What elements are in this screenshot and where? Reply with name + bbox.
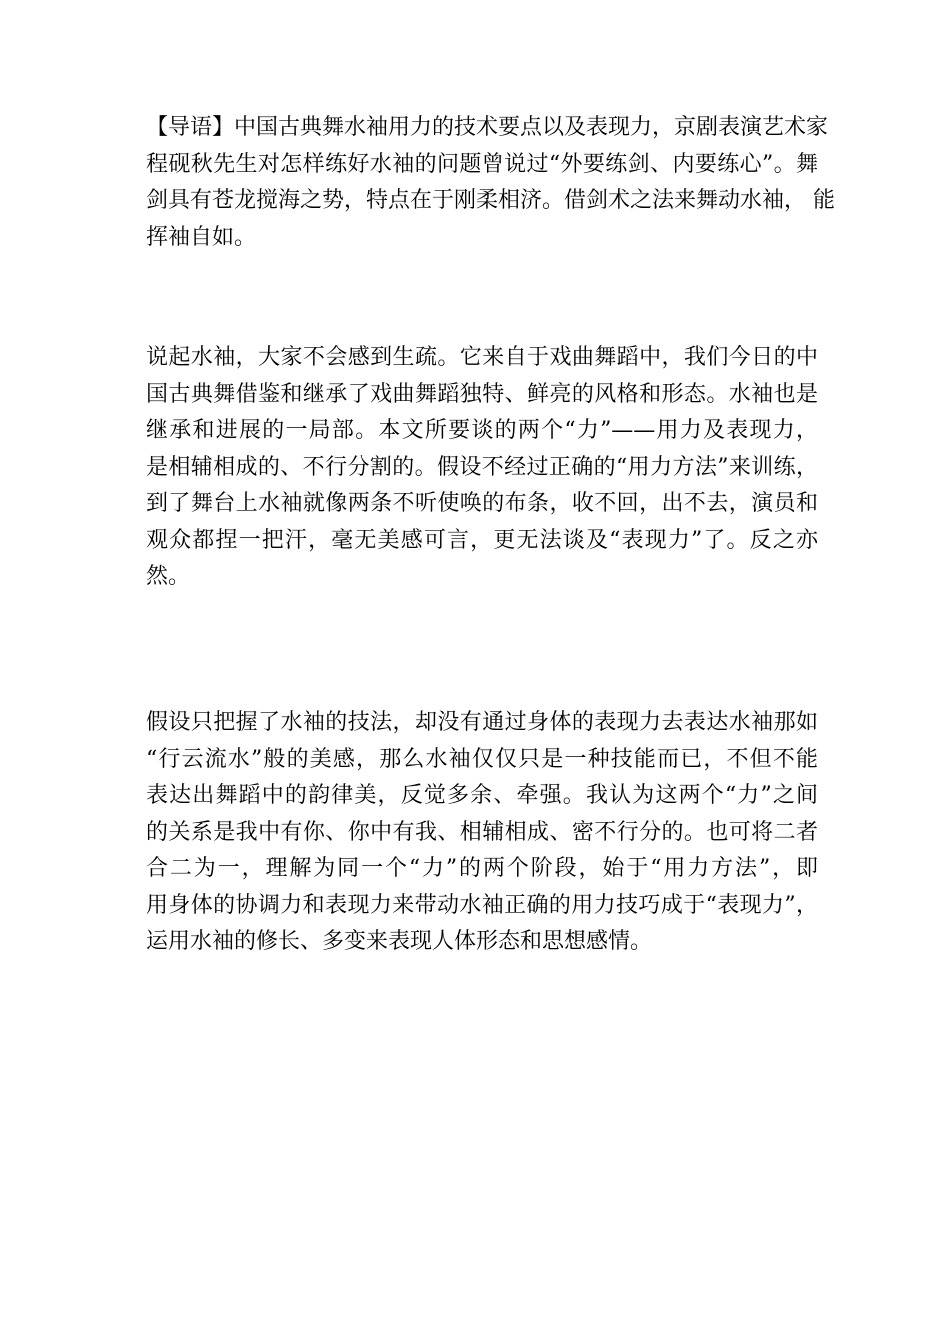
- paragraph-water-sleeve: [146, 340, 818, 596]
- text-line: 程砚秋先生对怎样练好水袖的问题曾说过“外要练剑、内要练心”。舞: [146, 151, 818, 177]
- text-line: 挥袖自如。: [146, 224, 257, 250]
- text-line: 假设只把握了水袖的技法，却没有通过身体的表现力去表达水袖那如: [146, 710, 818, 735]
- text-line: 观众都捏一把汗，毫无美感可言，更无法谈及“表现力”了。反之亦: [146, 527, 818, 553]
- text-line: 是相辅相成的、不行分割的。假设不经过正确的“用力方法”来训练，: [146, 454, 818, 480]
- text-line: 的关系是我中有你、你中有我、相辅相成、密不行分的。也可将二者: [146, 819, 818, 845]
- text-line: 到了舞台上水袖就像两条不听使唤的布条，收不回，出不去，演员和: [146, 491, 818, 516]
- text-line: 运用水袖的修长、多变来表现人体形态和思想感情。: [146, 929, 653, 954]
- paragraph-intro: [146, 110, 835, 256]
- text-line: 继承和进展的一局部。本文所要谈的两个“力”——用力及表现力，: [146, 418, 818, 443]
- text-line: 然。: [146, 564, 191, 589]
- text-line: 表达出舞蹈中的韵律美，反觉多余、牵强。我认为这两个“力”之间: [146, 783, 818, 808]
- text-line: 说起水袖，大家不会感到生疏。它来自于戏曲舞蹈中，我们今日的中: [146, 345, 818, 370]
- text-line: 国古典舞借鉴和继承了戏曲舞蹈独特、鲜亮的风格和形态。水袖也是: [146, 381, 818, 407]
- text-line: 剑具有苍龙搅海之势，特点在于刚柔相济。借剑术之法来舞动水袖， 能: [146, 188, 835, 213]
- text-line: 【导语】中国古典舞水袖用力的技术要点以及表现力，京剧表演艺术家: [146, 115, 829, 140]
- text-line: 用身体的协调力和表现力来带动水袖正确的用力技巧成于“表现力”，: [146, 892, 818, 918]
- paragraph-two-forces: [146, 705, 818, 961]
- text-line: “行云流水”般的美感，那么水袖仅仅只是一种技能而已，不但不能: [146, 746, 818, 772]
- text-line: 合二为一，理解为同一个“力”的两个阶段，始于“用力方法”，即: [146, 856, 818, 881]
